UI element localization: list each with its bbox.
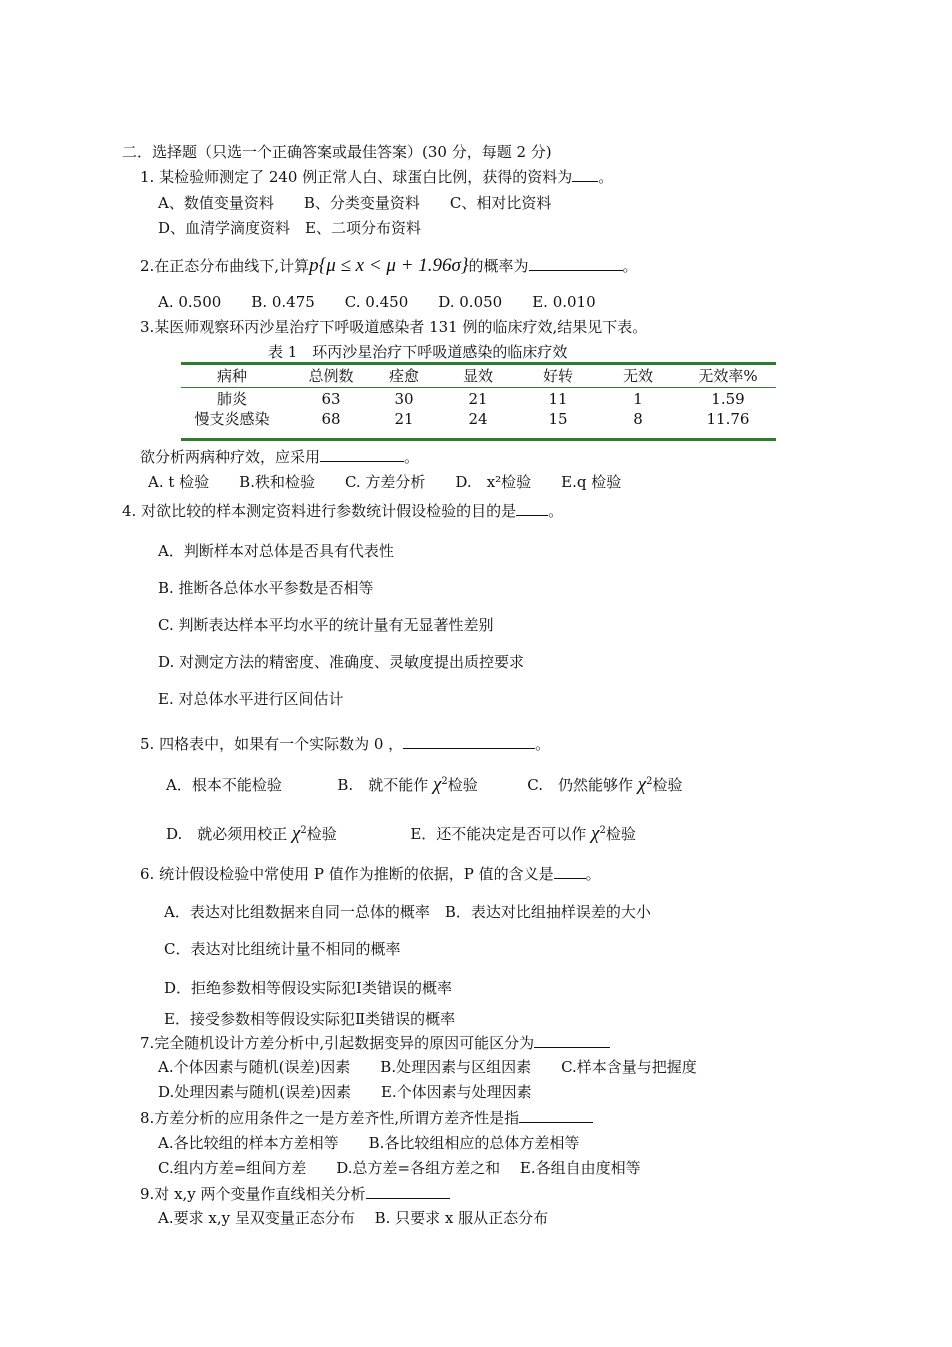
- q6-option-e: E．接受参数相等假设实际犯Ⅱ类错误的概率: [164, 1010, 456, 1028]
- q2-formula: p{μ ≤ x < μ + 1.96σ}: [309, 255, 469, 276]
- answer-blank: [529, 256, 623, 271]
- table-cell: 1.59: [711, 390, 745, 408]
- q2-stem: 2.在正态分布曲线下,计算: [140, 257, 310, 275]
- answer-blank: [366, 1184, 450, 1199]
- q2-stem-post: 的概率为: [468, 257, 529, 275]
- answer-blank: [554, 864, 586, 879]
- question-6: 6. 统计假设检验中常使用 P 值作为推断的依据，P 值的含义是 。: [140, 865, 601, 883]
- question-3: 3.某医师观察环丙沙星治疗下呼吸道感染者 131 例的临床疗效,结果见下表。: [140, 318, 648, 336]
- q5-option-c: C. 仍然能够作: [527, 776, 634, 794]
- answer-blank: [519, 1108, 593, 1123]
- q4-option-b: B. 推断各总体水平参数是否相等: [158, 579, 374, 597]
- q5-option-a: A．根本不能检验: [166, 776, 282, 794]
- table-cell: 21: [394, 410, 414, 428]
- q1-stem: 1. 某检验师测定了 240 例正常人白、球蛋白比例，获得的资料为: [140, 168, 573, 186]
- table-cell: 11.76: [706, 410, 750, 428]
- table-cell: 63: [321, 390, 341, 408]
- q5-option-e: E．还不能决定是否可以作: [410, 825, 587, 843]
- answer-blank: [320, 447, 404, 462]
- table-header-cell: 总例数: [308, 367, 354, 385]
- q4-option-a: A．判断样本对总体是否具有代表性: [158, 542, 394, 560]
- answer-blank: [516, 501, 548, 516]
- table-header-cell: 痊愈: [388, 367, 419, 385]
- q5-option-b: B. 就不能作: [337, 776, 429, 794]
- table-top-rule: [181, 362, 776, 365]
- question-1: 1. 某检验师测定了 240 例正常人白、球蛋白比例，获得的资料为 。: [140, 168, 614, 186]
- q9-options-line1: A.要求 x,y 呈双变量正态分布 B. 只要求 x 服从正态分布: [158, 1209, 549, 1227]
- q6-options-ab: A．表达对比组数据来自同一总体的概率 B．表达对比组抽样误差的大小: [164, 903, 651, 921]
- answer-blank: [534, 1033, 610, 1048]
- table-cell: 8: [633, 410, 643, 428]
- table-header-cell: 好转: [542, 367, 573, 385]
- q1-options-line1: A、数值变量资料 B、分类变量资料 C、相对比资料: [158, 194, 552, 212]
- q6-option-d: D．拒绝参数相等假设实际犯Ⅰ类错误的概率: [164, 979, 452, 997]
- answer-blank: [403, 734, 535, 749]
- q7-options-line1: A.个体因素与随机(误差)因素 B.处理因素与区组因素 C.样本含量与把握度: [158, 1058, 697, 1076]
- q1-options-line2: D、血清学滴度资料 E、二项分布资料: [158, 219, 421, 237]
- question-8: 8.方差分析的应用条件之一是方差齐性,所谓方差齐性是指: [140, 1108, 593, 1128]
- question-9: 9.对 x,y 两个变量作直线相关分析: [140, 1184, 450, 1204]
- table-cell: 肺炎: [216, 390, 247, 408]
- q4-option-c: C. 判断表达样本平均水平的统计量有无显著性差别: [158, 616, 494, 634]
- answer-blank: [572, 167, 598, 182]
- q3-follow: 欲分析两病种疗效，应采用 。: [140, 448, 420, 466]
- question-5: 5. 四格表中，如果有一个实际数为 0 ， 。: [140, 735, 551, 753]
- table-bottom-rule: [181, 438, 776, 441]
- table-header-cell: 无效率%: [698, 367, 758, 385]
- q6-option-c: C．表达对比组统计量不相同的概率: [164, 940, 401, 958]
- table-header-cell: 无效: [622, 367, 653, 385]
- table-cell: 慢支炎感染: [194, 410, 270, 428]
- q4-option-d: D. 对测定方法的精密度、准确度、灵敏度提出质控要求: [158, 653, 525, 671]
- q5-option-d: D. 就必须用校正: [166, 825, 288, 843]
- question-7: 7.完全随机设计方差分析中,引起数据变异的原因可能区分为: [140, 1033, 610, 1053]
- table-header-cell: 显效: [462, 367, 493, 385]
- q3-options: A. t 检验 B.秩和检验 C. 方差分析 D. x²检验 E.q 检验: [148, 473, 622, 491]
- table-cell: 1: [633, 390, 643, 408]
- q2-options: A. 0.500 B. 0.475 C. 0.450 D. 0.050 E. 0.010: [158, 293, 596, 311]
- table-cell: 15: [548, 410, 568, 428]
- table-caption: 表 1 环丙沙星治疗下呼吸道感染的临床疗效: [268, 343, 568, 361]
- q8-options-line2: C.组内方差=组间方差 D.总方差=各组方差之和 E.各组自由度相等: [158, 1159, 641, 1177]
- table-cell: 30: [394, 390, 414, 408]
- question-2: 2.在正态分布曲线下,计算p{μ ≤ x < μ + 1.96σ}的概率为 。: [140, 255, 638, 276]
- table-header-cell: 病种: [216, 367, 247, 385]
- question-4: 4. 对欲比较的样本测定资料进行参数统计假设检验的目的是 。: [122, 502, 564, 520]
- q8-options-line1: A.各比较组的样本方差相等 B.各比较组相应的总体方差相等: [158, 1134, 580, 1152]
- q5-options-line2: D. 就必须用校正 $\chi^2$检验 E．还不能决定是否可以作 $\chi^2$检验: [166, 823, 636, 844]
- table-cell: 68: [321, 410, 341, 428]
- table-cell: 24: [468, 410, 488, 428]
- section-title: 二．选择题（只选一个正确答案或最佳答案）(30 分，每题 2 分): [122, 143, 552, 161]
- q5-options-line1: A．根本不能检验 B. 就不能作 $\chi^2$检验 C. 仍然能够作 $\chi^2$检验: [166, 774, 683, 795]
- q4-option-e: E. 对总体水平进行区间估计: [158, 690, 344, 708]
- table-mid-rule: [181, 387, 776, 388]
- q7-options-line2: D.处理因素与随机(误差)因素 E.个体因素与处理因素: [158, 1083, 532, 1101]
- table-cell: 21: [468, 390, 488, 408]
- table-cell: 11: [548, 390, 568, 408]
